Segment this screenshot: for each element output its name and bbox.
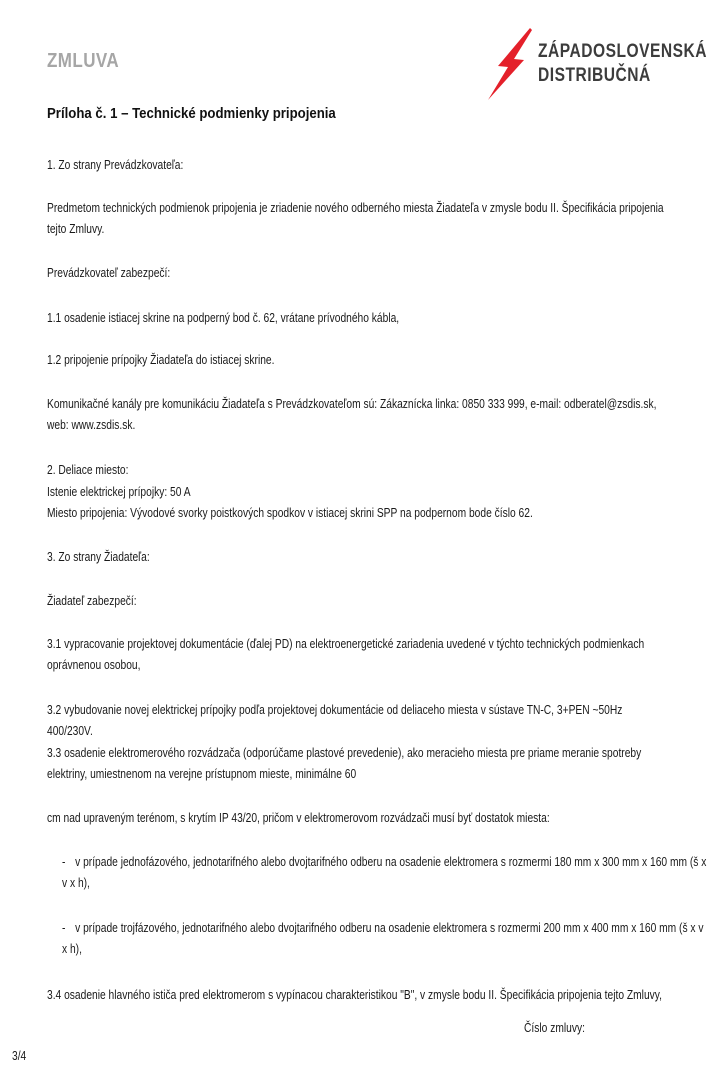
applicant-provides-heading: Žiadateľ zabezpečí: xyxy=(47,594,137,608)
item-3-4: 3.4 osadenie hlavného ističa pred elektromerom s vypínacou charakteristikou "B", v zmysle bodu II. Špecifikácia pripojenia tejto Zmluvy, xyxy=(47,988,662,1002)
lightning-bolt-icon xyxy=(484,26,536,102)
paragraph-subject: Predmetom technických podmienok pripojenia je zriadenie nového odberného miesta Žiadateľa v zmysle bodu II. Špecifikácia pripojenia tejto Zmluvy. xyxy=(47,201,664,236)
page-title: Príloha č. 1 – Technické podmienky pripojenia xyxy=(47,105,336,122)
bullet-dash: - xyxy=(62,921,66,935)
company-logo-text xyxy=(538,40,707,88)
communication-channels: Komunikačné kanály pre komunikáciu Žiadateľa s Prevádzkovateľom sú: Zákaznícka linka: 0850 333 999, e-mail: odberatel@zsdis.sk, web: www.zsdis.sk. xyxy=(47,397,657,432)
item-3-3-continued: cm nad upraveným terénom, s krytím IP 43/20, pričom v elektromerovom rozvádzači musí byť dostatok miesta: xyxy=(47,811,550,825)
bullet-dash: - xyxy=(62,855,66,869)
section-3-heading: 3. Zo strany Žiadateľa: xyxy=(47,550,150,564)
bullet-three-phase: v prípade trojfázového, jednotarifného alebo dvojtarifného odberu na osadenie elektromera s rozmermi 200 mm x 400 mm x 160 mm (š x v x h), xyxy=(62,921,704,956)
item-3-1: 3.1 vypracovanie projektovej dokumentácie (ďalej PD) na elektroenergetické zariadenia uvedené v týchto technických podmienkach oprávnenou osobou, xyxy=(47,637,645,672)
section-2-heading: 2. Deliace miesto: xyxy=(47,463,129,477)
list-item xyxy=(62,852,710,894)
operator-provides-heading: Prevádzkovateľ zabezpečí: xyxy=(47,266,171,280)
logo-line-1: ZÁPADOSLOVENSKÁ xyxy=(538,41,707,62)
document-type-title: ZMLUVA xyxy=(47,50,120,72)
company-logo xyxy=(484,26,714,102)
item-3-3: 3.3 osadenie elektromerového rozvádzača (odporúčame plastové prevedenie), ako meracieho miesta pre priame meranie spotreby elektriny, umiestnenom na verejne prístupnom mieste, minimálne 60 xyxy=(47,746,642,781)
item-1-2: 1.2 pripojenie prípojky Žiadateľa do istiacej skrine. xyxy=(47,353,275,367)
connection-fuse: Istenie elektrickej prípojky: 50 A xyxy=(47,485,191,499)
page-number: 3/4 xyxy=(12,1049,27,1063)
item-1-1: 1.1 osadenie istiacej skrine na podperný bod č. 62, vrátane prívodného kábla, xyxy=(47,311,400,325)
connection-point: Miesto pripojenia: Vývodové svorky poistkových spodkov v istiacej skrini SPP na podpernom bode číslo 62. xyxy=(47,506,533,520)
section-1-heading: 1. Zo strany Prevádzkovateľa: xyxy=(47,158,184,172)
item-3-2: 3.2 vybudovanie novej elektrickej prípojky podľa projektovej dokumentácie od deliaceho miesta v sústave TN-C, 3+PEN ~50Hz 400/230V. xyxy=(47,703,623,738)
bullet-single-phase: v prípade jednofázového, jednotarifného alebo dvojtarifného odberu na osadenie elektromera s rozmermi 180 mm x 300 mm x 160 mm (š x v x h), xyxy=(62,855,707,890)
logo-line-2: DISTRIBUČNÁ xyxy=(538,65,651,86)
list-item xyxy=(62,918,710,960)
contract-number-label: Číslo zmluvy: xyxy=(524,1021,585,1035)
